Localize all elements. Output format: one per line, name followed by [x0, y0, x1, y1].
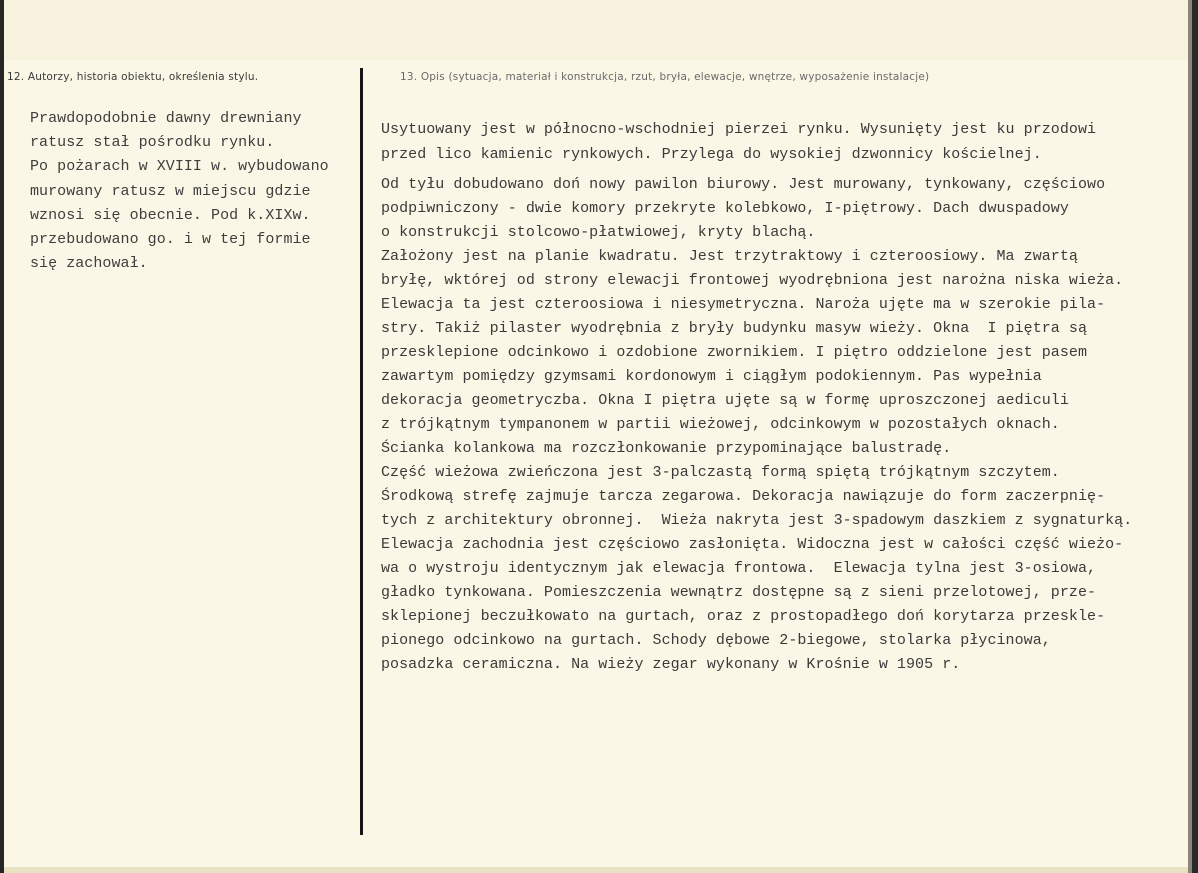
description-line: Elewacja ta jest czteroosiowa i niesymetryczna. Naroża ujęte ma w szerokie pila- [381, 296, 1106, 313]
description-line: Od tyłu dobudowano doń nowy pawilon biurowy. Jest murowany, tynkowany, częściowo [381, 176, 1106, 193]
description-line: Środkową strefę zajmuje tarcza zegarowa. Dekoracja nawiązuje do form zaczerpnię- [381, 488, 1106, 505]
description-line: przed lico kamienic rynkowych. Przylega do wysokiej dzwonnicy kościelnej. [381, 145, 1042, 163]
description-line: stry. Takiż pilaster wyodrębnia z bryły budynku masyw wieży. Okna I piętra są [381, 320, 1088, 337]
sheet-bottom-edge [0, 867, 1198, 873]
description-line: zawartym pomiędzy gzymsami kordonowym i ciągłym podokiennym. Pas wypełnia [381, 368, 1042, 385]
description-line: Ścianka kolankowa ma rozczłonkowanie przypominające balustradę. [381, 440, 952, 457]
description-paragraph-building [381, 245, 1189, 677]
description-line: przesklepione odcinkowo i ozdobione zwornikiem. I piętro oddzielone jest pasem [381, 344, 1088, 361]
description-line: podpiwniczony - dwie komory przekryte kolebkowo, I-piętrowy. Dach dwuspadowy [381, 200, 1069, 217]
scan-right-edge [1192, 0, 1198, 873]
history-line: się zachował. [30, 255, 148, 273]
description-paragraph-location [381, 118, 1189, 167]
description-line: sklepionej beczułkowato na gurtach, oraz z prostopadłego doń korytarza przeskle- [381, 608, 1106, 625]
history-line: Prawdopodobnie dawny drewniany [30, 110, 302, 127]
description-line: pionego odcinkowo na gurtach. Schody dębowe 2-biegowe, stolarka płycinowa, [381, 632, 1051, 649]
history-line: przebudowano go. i w tej formie [30, 231, 311, 249]
description-line: Założony jest na planie kwadratu. Jest trzytraktowy i czteroosiowy. Ma zwartą [381, 248, 1078, 265]
description-line: Część wieżowa zwieńczona jest 3-palczastą formą spiętą trójkątnym szczytem. [381, 464, 1060, 481]
history-line: murowany ratusz w miejscu gdzie [30, 182, 311, 200]
section-12-caption: 12. Autorzy, historia obiektu, określenia stylu. [7, 71, 259, 83]
description-line: Elewacja zachodnia jest częściowo zasłonięta. Widoczna jest w całości część wieżo- [381, 536, 1124, 553]
description-line: Usytuowany jest w północno-wschodniej pierzei rynku. Wysunięty jest ku przodowi [381, 121, 1097, 138]
section-13-caption: 13. Opis (sytuacja, materiał i konstrukcja, rzut, bryła, elewacje, wnętrze, wyposażenie instalacje) [400, 71, 930, 83]
description-line: o konstrukcji stolcowo-płatwiowej, kryty blachą. [381, 224, 816, 241]
sheet-top-band [0, 0, 1198, 60]
punch-mark [355, 418, 363, 426]
history-line: wznosi się obecnie. Pod k.XIXw. [30, 206, 311, 224]
history-line: Po pożarach w XVIII w. wybudowano [30, 158, 329, 176]
description-line: bryłę, wktórej od strony elewacji frontowej wyodrębniona jest narożna niska wieża. [381, 272, 1124, 289]
description-line: gładko tynkowana. Pomieszczenia wewnątrz dostępne są z sieni przelotowej, prze- [381, 584, 1097, 601]
description-line: wa o wystroju identycznym jak elewacja frontowa. Elewacja tylna jest 3-osiowa, [381, 560, 1097, 577]
description-line: z trójkątnym tympanonem w partii wieżowej, odcinkowym w pozostałych oknach. [381, 416, 1060, 433]
description-line: tych z architektury obronnej. Wieża nakryta jest 3-spadowym daszkiem z sygnaturką. [381, 512, 1133, 529]
history-column [30, 107, 350, 276]
column-divider [360, 68, 363, 835]
description-paragraph-annex [381, 173, 1189, 245]
description-line: posadzka ceramiczna. Na wieży zegar wykonany w Krośnie w 1905 r. [381, 656, 961, 673]
description-column [381, 118, 1189, 677]
description-line: dekoracja geometryczba. Okna I piętra ujęte są w formę uproszczonej aediculi [381, 392, 1069, 409]
scan-left-edge [0, 0, 4, 873]
history-line: ratusz stał pośrodku rynku. [30, 134, 275, 152]
